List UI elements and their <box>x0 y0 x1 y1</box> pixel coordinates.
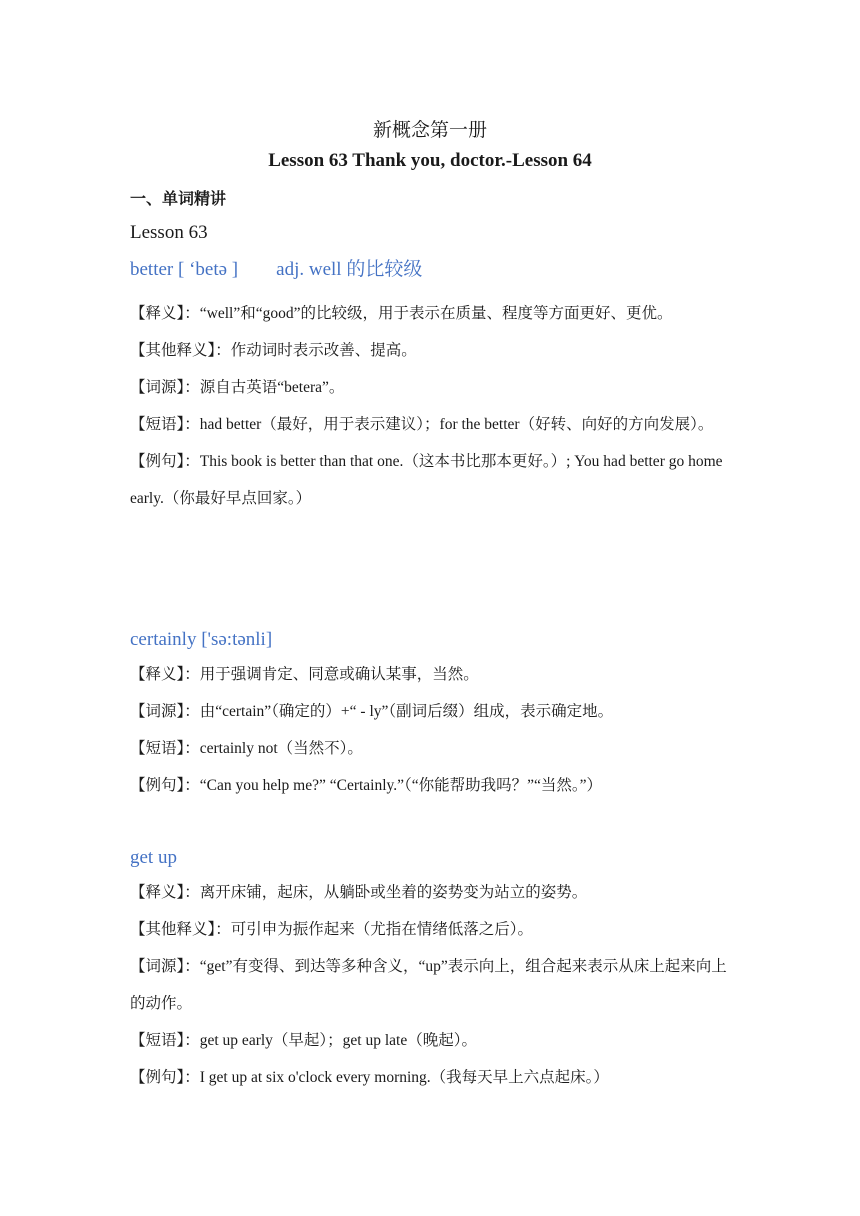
etymology: 【词源】：源自古英语“betera”。 <box>130 379 345 396</box>
definition: 【释义】：用于强调肯定、同意或确认某事，当然。 <box>130 666 479 683</box>
definition: 【释义】：离开床铺，起床，从躺卧或坐着的姿势变为站立的姿势。 <box>130 884 588 901</box>
lesson-subtitle: Lesson 63 Thank you, doctor.-Lesson 64 <box>268 150 592 171</box>
part-of-speech: adj. well 的比较级 <box>276 259 423 280</box>
lesson-label: Lesson 63 <box>130 222 208 243</box>
section-heading: 一、单词精讲 <box>130 191 227 208</box>
headword-better <box>130 256 730 284</box>
entry-better <box>130 256 730 517</box>
other-definition: 【其他释义】：可引申为振作起来（尤指在情绪低落之后）。 <box>130 921 534 938</box>
headword-get-up: get up <box>130 847 177 868</box>
headword-certainly: certainly ['sə:tənli] <box>130 629 273 650</box>
etymology: 【词源】：由“certain”（确定的）+“ - ly”（副词后缀）组成，表示确定地。 <box>130 703 614 720</box>
etymology: 【词源】：“get”有变得、到达等多种含义，“up”表示向上，组合起来表示从床上起来向上的动作。 <box>130 958 727 1012</box>
document-title: 新概念第一册 <box>372 120 487 141</box>
example: 【例句】：“Can you help me?” “Certainly.”（“你能帮助我吗？”“当然。”） <box>130 777 603 794</box>
phrases: 【短语】：certainly not（当然不）。 <box>130 740 363 757</box>
phrases: 【短语】：had better（最好，用于表示建议）；for the better（好转、向好的方向发展）。 <box>130 416 714 433</box>
entry-certainly <box>130 626 730 804</box>
example: 【例句】：I get up at six o'clock every morning.（我每天早上六点起床。） <box>130 1069 609 1086</box>
entry-get-up <box>130 844 730 1096</box>
phrases: 【短语】：get up early（早起）；get up late（晚起）。 <box>130 1032 477 1049</box>
headword-text: better [ ‘betə ] <box>130 259 239 280</box>
definition: 【释义】：“well”和“good”的比较级，用于表示在质量、程度等方面更好、更优。 <box>130 305 673 322</box>
other-definition: 【其他释义】：作动词时表示改善、提高。 <box>130 342 417 359</box>
example: 【例句】：This book is better than that one.（这本书比那本更好。）; You had better go home early.（你最好早点回家。） <box>130 453 723 507</box>
